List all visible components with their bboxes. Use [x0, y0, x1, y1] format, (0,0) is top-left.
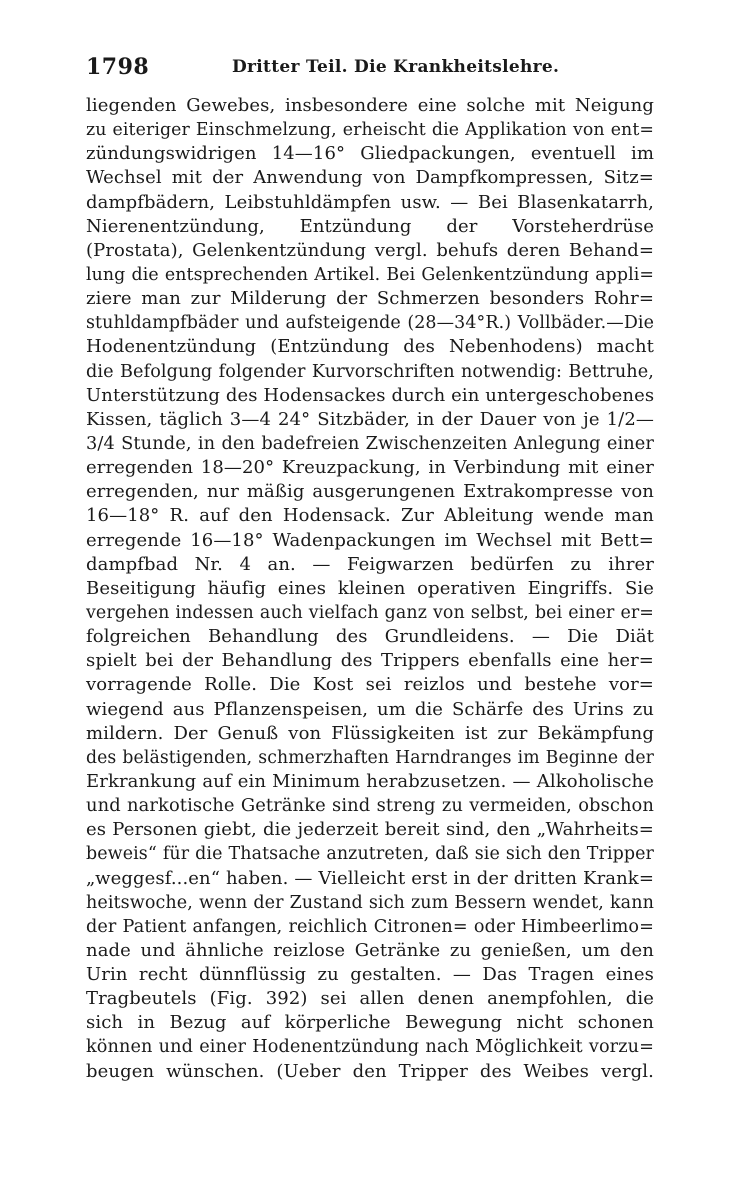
text-line: dampfbad Nr. 4 an. — Feigwarzen bedürfen zu ihrer — [86, 553, 654, 575]
text-line: lung die entsprechenden Artikel. Bei Gelenkentzündung appli= — [86, 264, 654, 285]
page-header — [86, 54, 666, 86]
text-line: erregenden 18—20° Kreuzpackung, in Verbindung mit einer — [86, 457, 654, 479]
text-line: es Personen giebt, die jederzeit bereit sind, den „Wahrheits= — [86, 819, 654, 841]
text-line: stuhldampfbäder und aufsteigende (28—34°R.) Vollbäder.—Die — [86, 313, 654, 334]
text-line: vergehen indessen auch vielfach ganz von selbst, bei einer er= — [86, 602, 654, 623]
text-line: und narkotische Getränke sind streng zu vermeiden, obschon — [86, 795, 654, 817]
text-line: spielt bei der Behandlung des Trippers ebenfalls eine her= — [86, 650, 654, 672]
text-line: mildern. Der Genuß von Flüssigkeiten ist zur Bekämpfung — [86, 722, 654, 744]
text-line: wiegend aus Pflanzenspeisen, um die Schärfe des Urins zu — [86, 698, 654, 720]
page-number: 1798 — [86, 54, 150, 80]
running-head: Dritter Teil. Die Krankheitslehre. — [232, 57, 560, 77]
text-line: ziere man zur Milderung der Schmerzen besonders Rohr= — [86, 288, 654, 310]
text-line: zündungswidrigen 14—16° Gliedpackungen, eventuell im — [86, 143, 654, 165]
text-line: Wechsel mit der Anwendung von Dampfkompressen, Sitz= — [86, 167, 654, 189]
text-line: zu eiteriger Einschmelzung, erheischt die Applikation von ent= — [86, 120, 654, 141]
text-line: sich in Bezug auf körperliche Bewegung nicht schonen — [86, 1012, 654, 1034]
text-line: folgreichen Behandlung des Grundleidens. — Die Diät — [86, 626, 654, 648]
text-line: Beseitigung häufig eines kleinen operativen Eingriffs. Sie — [86, 577, 654, 599]
text-line: vorragende Rolle. Die Kost sei reizlos und bestehe vor= — [86, 674, 654, 696]
body-text — [86, 94, 654, 1084]
text-line: 16—18° R. auf den Hodensack. Zur Ableitung wende man — [86, 505, 654, 527]
text-line: Tragbeutels (Fig. 392) sei allen denen anempfohlen, die — [86, 988, 654, 1010]
text-line: heitswoche, wenn der Zustand sich zum Bessern wendet, kann — [86, 892, 654, 913]
text-line: die Befolgung folgender Kurvorschriften notwendig: Bettruhe, — [86, 361, 654, 382]
text-line: liegenden Gewebes, insbesondere eine solche mit Neigung — [86, 95, 654, 116]
text-line: 3/4 Stunde, in den badefreien Zwischenzeiten Anlegung einer — [86, 432, 654, 454]
text-line: beweis“ für die Thatsache anzutreten, daß sie sich den Tripper — [86, 844, 654, 865]
text-line: Nierenentzündung, Entzündung der Vorsteherdrüse — [86, 215, 654, 237]
text-line: Kissen, täglich 3—4 24° Sitzbäder, in der Dauer von je 1/2— — [86, 408, 654, 430]
text-line: nade und ähnliche reizlose Getränke zu genießen, um den — [86, 939, 654, 961]
text-line: Hodenentzündung (Entzündung des Nebenhodens) macht — [86, 336, 654, 358]
text-line: Erkrankung auf ein Minimum herabzusetzen. — Alkoholische — [86, 770, 654, 792]
text-line: dampfbädern, Leibstuhldämpfen usw. — Bei Blasenkatarrh, — [86, 191, 654, 213]
text-line: Urin recht dünnflüssig zu gestalten. — Das Tragen eines — [86, 964, 654, 986]
text-line: der Patient anfangen, reichlich Citronen= oder Himbeerlimo= — [86, 916, 654, 937]
text-line: erregende 16—18° Wadenpackungen im Wechsel mit Bett= — [86, 529, 654, 551]
text-line: Unterstützung des Hodensackes durch ein untergeschobenes — [86, 384, 655, 406]
text-line: beugen wünschen. (Ueber den Tripper des Weibes vergl. — [86, 1060, 654, 1082]
text-line: erregenden, nur mäßig ausgerungenen Extrakompresse von — [86, 481, 654, 503]
text-line: (Prostata), Gelenkentzündung vergl. behufs deren Behand= — [86, 239, 654, 261]
text-line: „weggesf...en“ haben. — Vielleicht erst in der dritten Krank= — [86, 867, 654, 889]
text-line: können und einer Hodenentzündung nach Möglichkeit vorzu= — [86, 1037, 654, 1058]
text-line: des belästigenden, schmerzhaften Harndranges im Beginne der — [86, 747, 654, 768]
